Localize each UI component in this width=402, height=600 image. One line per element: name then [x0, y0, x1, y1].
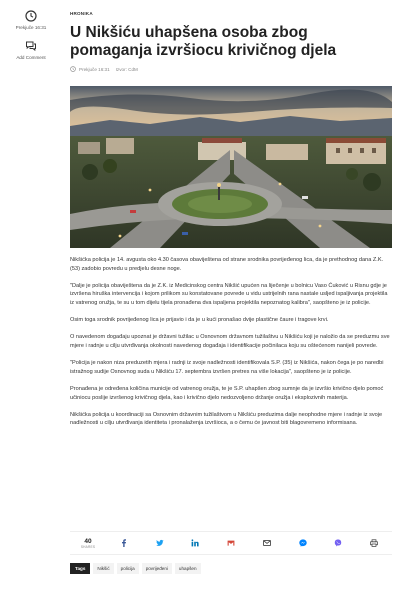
- add-comment-label: Add Comment: [16, 55, 46, 60]
- paragraph: Osim toga srodnik povrijeđenog lica je prijavio i da je u kući pronašao dvije plastične čaure i tragove krvi.: [70, 317, 329, 324]
- email-icon[interactable]: [263, 539, 271, 547]
- tag-link[interactable]: Nikšić: [93, 563, 113, 574]
- tags-row: [70, 563, 204, 574]
- city-roundabout-photo: [70, 86, 392, 248]
- facebook-icon[interactable]: [120, 539, 128, 547]
- paragraph: Nikšićka policija u koordinaciji sa Osnovnim državnim tužilaštvom u Nikšiću preduzima dalje neophodne mjere i radnje iz svoje nadležnosti u cilju utvrđivanja identiteta i pronalaženja izvršioca, a o čemu će javnost biti blagovremeno informisana.: [70, 411, 383, 427]
- paragraph: "Policija je nakon niza preduzetih mjera i radnji iz svoje nadležnosti identifikovala S.P. (35) iz Nikšića, nakon čega je po naredbi istražnog sudije Osnovnog suda u Nikšiću 17. septembra izvršen pretres na više lokacija", saopšteno je iz policije.: [70, 360, 384, 375]
- paragraph: Pronađena je određena količina municije od vatrenog oružja, te je S.P. uhapšen zbog sumnje da je izvršio krivično djelo pomoć učiniocu poslije izvršenog krivičnog djela, kao i krivično djelo nedozvoljeno držanje oružja i eksplozivnih materija.: [70, 385, 384, 401]
- share-count-label: SHARES: [80, 544, 96, 549]
- share-bar: [70, 531, 392, 555]
- clock-icon: [70, 66, 76, 72]
- share-count: [70, 538, 106, 549]
- category-link[interactable]: HRONIKA: [70, 11, 93, 16]
- meta-time: Prekjuče 16:31: [79, 66, 110, 72]
- article-hero-image: [70, 86, 392, 248]
- gmail-icon[interactable]: [227, 539, 235, 547]
- paragraph: "Dalje je policija obaviještena da je Z.K. iz Medicinskog centra Nikšić upućen na liječenje u bolnicu Vaso Ćuković u Risnu gdje je izvršena hiruška intervencija i kojom prilikom su konstatovane povrede u vidu ustrijelnih rana nastale usljed ispaljivanja projektila iz vatrenog oružja, te su u tom dijelu tijela pronađena dva ispaljena projektila nepoznatog kalibra", saopšteno je iz policije.: [70, 282, 388, 306]
- paragraph: O navedenom događaju upoznat je državni tužilac u Osnovnom državnom tužilaštvu u Nikšiću koji je naložio da se preduzmu sve mjere i radnje u cilju utvrđivanja okolnosti navedenog događaja i identifikacije počinilaca koju su oštećenom nanijeli povrede.: [70, 334, 390, 349]
- article-title: U Nikšiću uhapšena osoba zbog pomaganja izvršiocu krivičnog djela: [70, 24, 337, 59]
- sidebar-time: [0, 10, 62, 30]
- meta-source: Izvor: CdM: [115, 66, 138, 72]
- tag-link[interactable]: povrijeđeni: [142, 563, 172, 574]
- twitter-icon[interactable]: [156, 539, 164, 547]
- tag-link[interactable]: policija: [117, 563, 139, 574]
- add-comment-button[interactable]: [0, 40, 62, 60]
- paragraph: Nikšićka policija je 14. avgusta oko 4.30 časova obaviještena od strane srodnika povrijeđenog lica, da je prethodnog dana Z.K. (53) zadobio povredu u predjelu desne noge.: [70, 257, 384, 272]
- article-body: [70, 256, 392, 436]
- print-icon[interactable]: [370, 539, 378, 547]
- sidebar-time-label: Prekjuče 16:31: [15, 25, 47, 30]
- article-meta: [70, 66, 138, 72]
- viber-icon[interactable]: [334, 539, 342, 547]
- clock-icon: [25, 10, 37, 22]
- share-buttons: [106, 539, 392, 547]
- messenger-icon[interactable]: [299, 539, 307, 547]
- share-count-number: 40: [84, 537, 92, 545]
- comment-icon: [25, 40, 37, 52]
- tag-link[interactable]: uhapšen: [175, 563, 201, 574]
- linkedin-icon[interactable]: [191, 539, 199, 547]
- tags-label: Tags: [70, 563, 90, 574]
